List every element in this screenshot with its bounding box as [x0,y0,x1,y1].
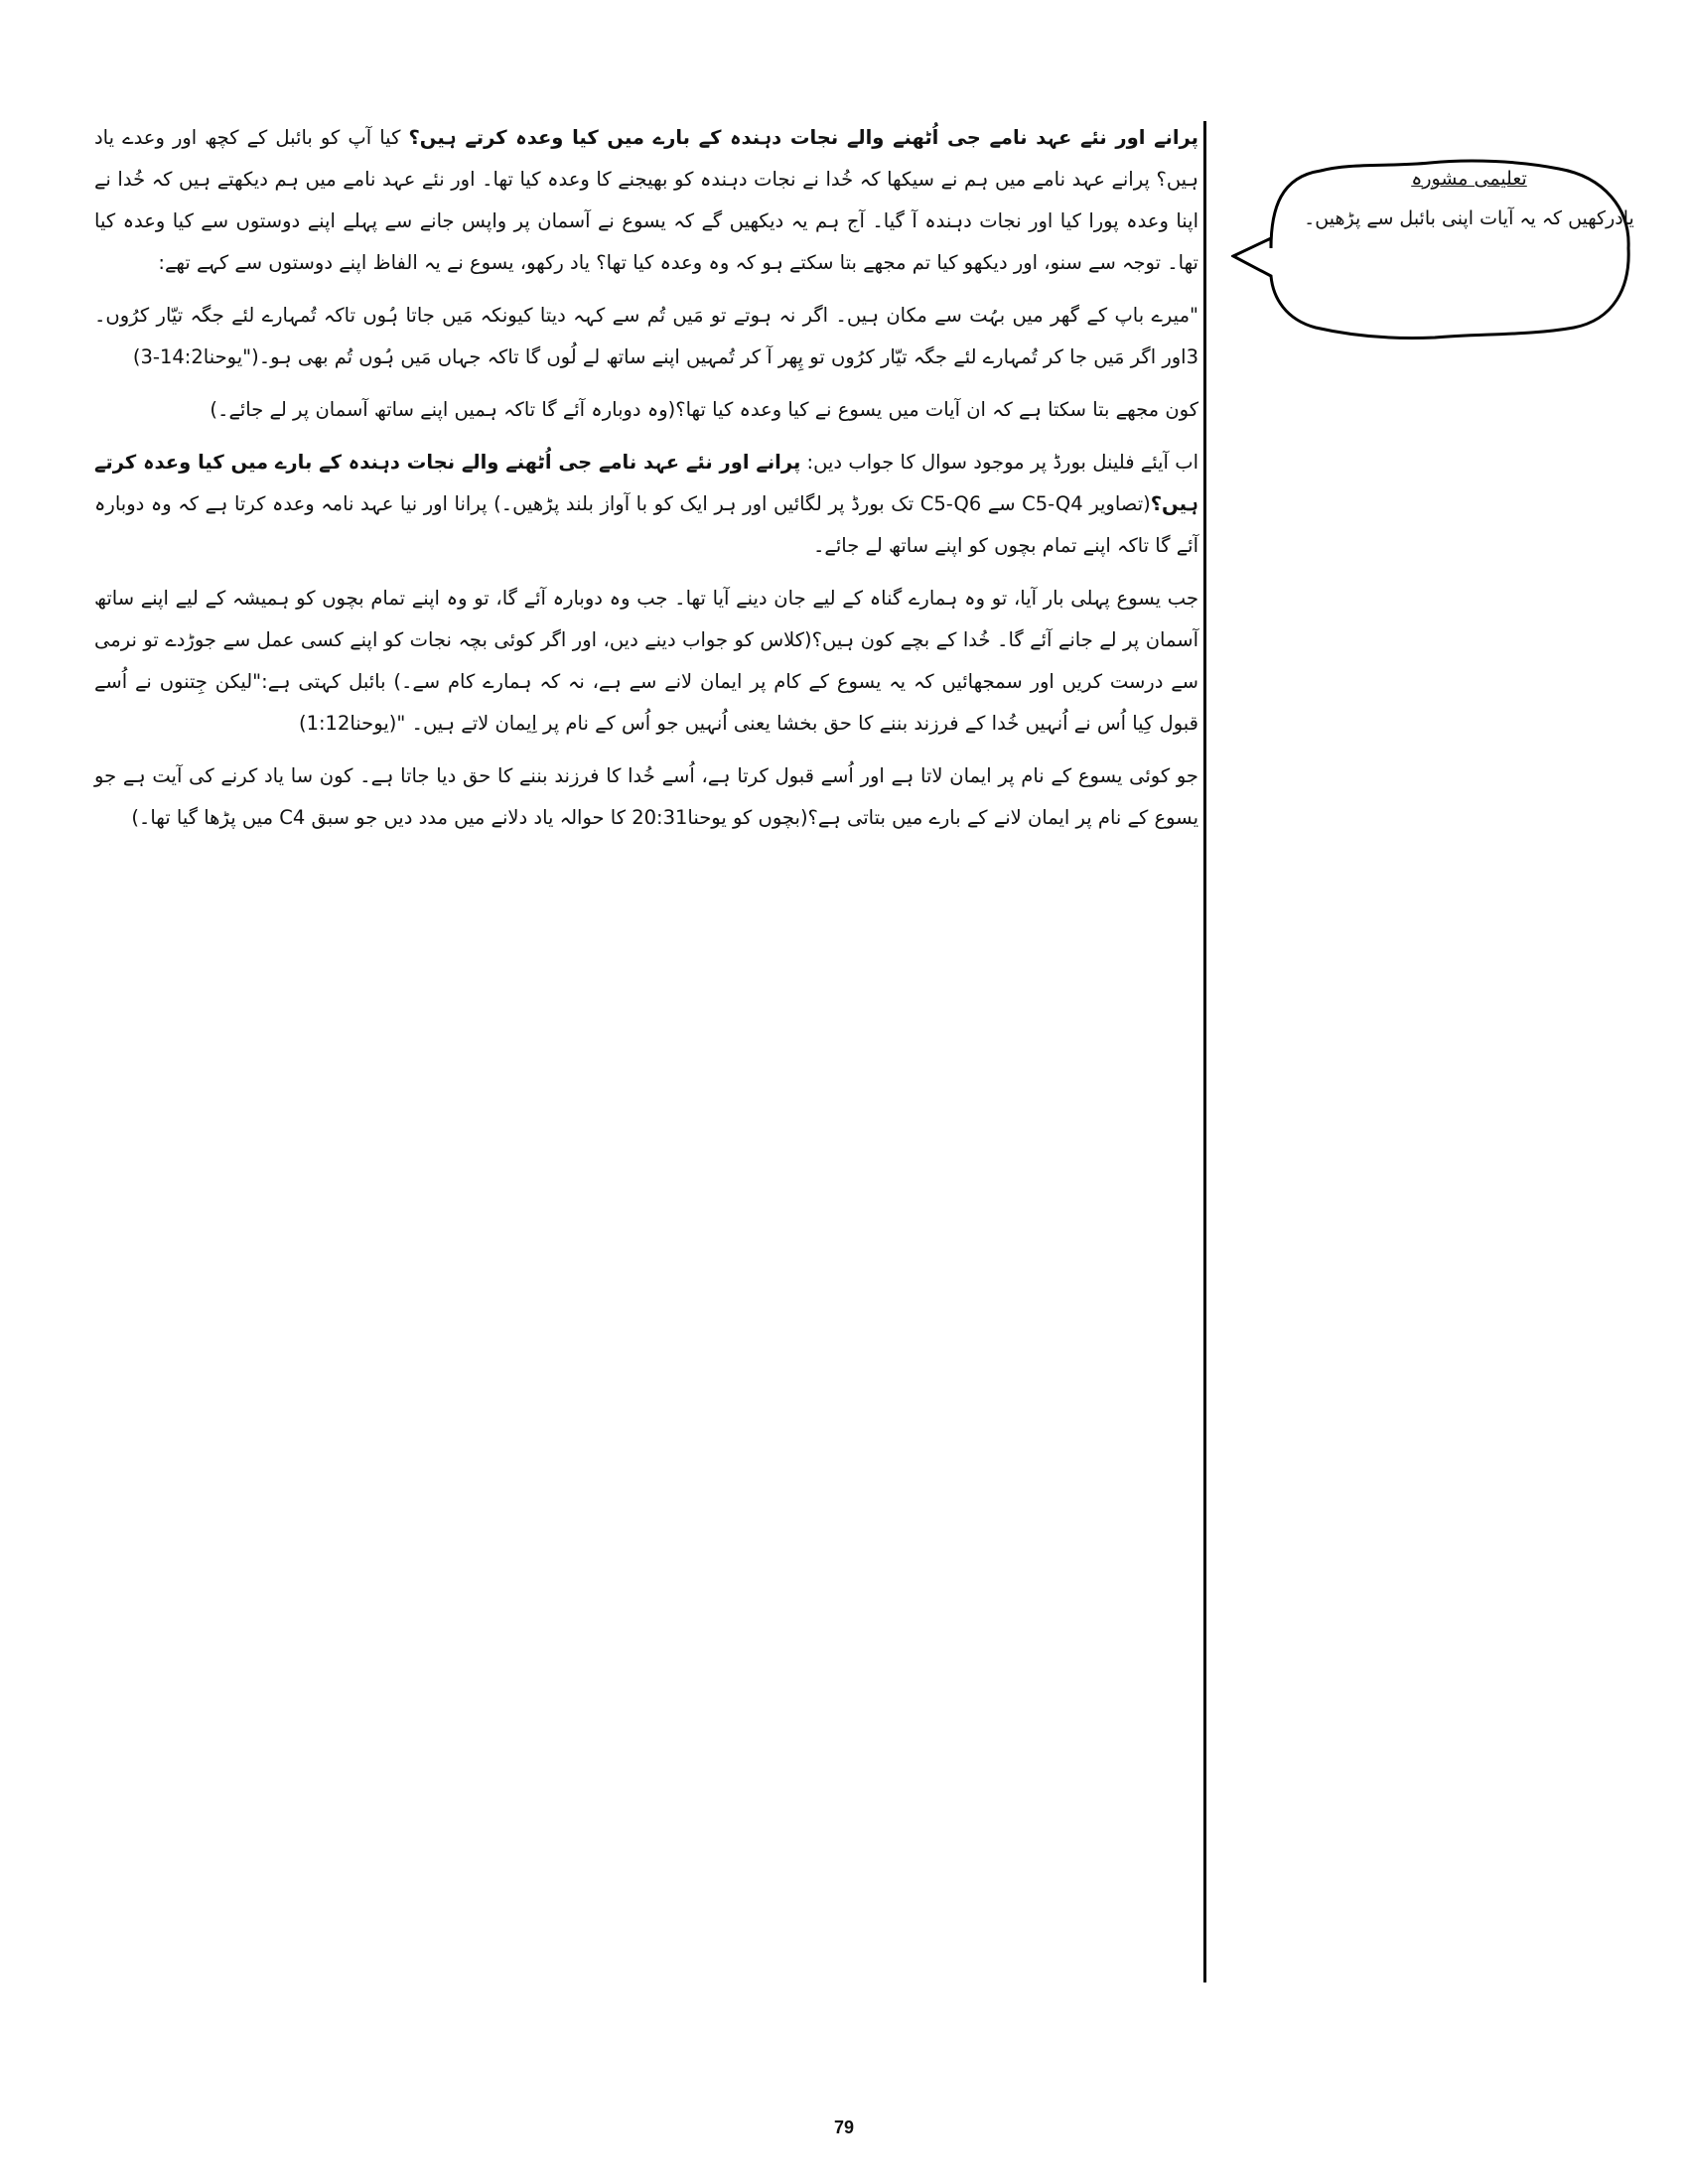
page-number: 79 [833,2117,855,2137]
paragraph-intro-text: اب آیئے فلینل بورڈ پر موجود سوال کا جواب دیں: [800,451,1198,474]
teaching-tip [1303,159,1635,238]
teaching-tip-title: تعلیمی مشورہ [1411,168,1527,190]
paragraph-promise-intro [94,117,1198,284]
flannel-board-question: پرانے اور نئے عہد نامے جی اُٹھنے والے نجات دہندہ کے بارے میں کیا وعدہ کرتے ہیں؟ [94,451,1198,515]
paragraph-text: (تصاویر C5-Q4 سے C5-Q6 تک بورڈ پر لگائیں اور ہر ایک کو با آواز بلند پڑھیں۔) پرانا اور نیا عہد نامہ وعدہ کرتا ہے کہ وہ دوبارہ آئے گا تاکہ اپنے تمام بچوں کو اپنے ساتھ لے جائے۔ [94,492,1198,557]
teaching-tip-text: یادرکھیں کہ یہ آیات اپنی بائبل سے پڑھیں۔ [1304,207,1634,229]
paragraph-flannel-board [94,442,1198,567]
paragraph-text: کیا آپ کو بائبل کے کچھ اور وعدے یاد ہیں؟ پرانے عہد نامے میں ہم نے سیکھا کہ خُدا نے نجات دہندہ کو بھیجنے کا وعدہ کیا تھا۔ اور نئے عہد نامے میں ہم دیکھتے ہیں کہ خُدا نے اپنا وعدہ پورا کیا اور نجات دہندہ آ گیا۔ آج ہم یہ دیکھیں گے کہ یسوع نے آسمان پر واپس جانے سے پہلے اپنے دوستوں سے کیا وعدہ کیا تھا۔ توجہ سے سنو، اور دیکھو کیا تم مجھے بتا سکتے ہو کہ وہ وعدہ کیا تھا؟ یاد رکھو، یسوع نے یہ الفاظ اپنے دوستوں سے کہے تھے: [94,126,1198,274]
paragraph-children-of-god: جب یسوع پہلی بار آیا، تو وہ ہمارے گناہ کے لیے جان دینے آیا تھا۔ جب وہ دوبارہ آئے گا، تو وہ اپنے تمام بچوں کو ہمیشہ کے لیے اپنے ساتھ آسمان پر لے جانے آئے گا۔ خُدا کے بچے کون ہیں؟(کلاس کو جواب دینے دیں، اور اگر کوئی بچہ نجات کو اپنے کسی عمل سے جوڑدے تو نرمی سے درست کریں اور سمجھائیں کہ یہ یسوع کے کام پر ایمان لانے سے ہے، نہ کہ ہمارے کام سے۔) بائبل کہتی ہے:"لیکن جِتنوں نے اُسے قبول کِیا اُس نے اُنہیں خُدا کے فرزند بننے کا حق بخشا یعنی اُنہیں جو اُس کے نام پر اِیمان لاتے ہیں۔ "(یوحنا1:12) [94,587,1198,735]
paragraph-discussion-question: کون مجھے بتا سکتا ہے کہ ان آیات میں یسوع نے کیا وعدہ کیا تھا؟(وہ دوبارہ آئے گا تاکہ ہمیں اپنے ساتھ آسمان پر لے جائے۔) [210,398,1198,421]
scripture-quote-john-14: "میرے باپ کے گھر میں بہُت سے مکان ہیں۔ اگر نہ ہوتے تو مَیں تُم سے کہہ دیتا کیونکہ مَیں جاتا ہُوں تاکہ تُمہارے لئے جگہ تیّار کرُوں۔ 3اور اگر مَیں جا کر تُمہارے لئے جگہ تیّار کرُوں تو پِھر آ کر تُمہیں اپنے ساتھ لے لُوں گا تاکہ جہاں مَیں ہُوں تُم بھی ہو۔("یوحنا14:2-3) [94,304,1198,368]
column-divider [1203,121,1206,1982]
lesson-body [94,117,1198,850]
lesson-question: پرانے اور نئے عہد نامے جی اُٹھنے والے نجات دہندہ کے بارے میں کیا وعدہ کرتے ہیں؟ [408,126,1198,149]
paragraph-memory-verse: جو کوئی یسوع کے نام پر ایمان لاتا ہے اور اُسے قبول کرتا ہے، اُسے خُدا کا فرزند بننے کا حق دیا جاتا ہے۔ کون سا یاد کرنے کی آیت ہے جو یسوع کے نام پر ایمان لانے کے بارے میں بتاتی ہے؟(بچوں کو یوحنا20:31 کا حوالہ یاد دلانے میں مدد دیں جو سبق C4 میں پڑھا گیا تھا۔) [94,764,1198,829]
